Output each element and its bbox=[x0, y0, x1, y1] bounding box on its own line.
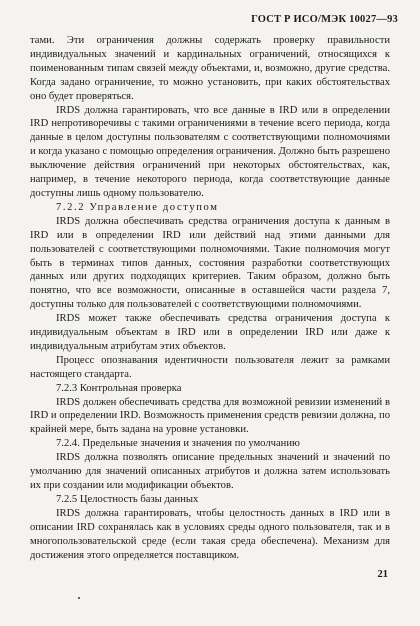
section-heading-defaults: 7.2.4. Предельные значения и значения по умолчанию bbox=[56, 438, 300, 450]
page-number: 21 bbox=[377, 569, 388, 580]
paragraph-constraints-integrity: IRDS должна гарантировать, что все данные в IRD или в определении IRD непротиворечивы с такими ограничениями в течение всего периода, когда данные в целом доступны пользователям с соответствующими полномочиями и когда указано с помощью определения ограничения. Должно быть разрешено выключение действия ограничений при некоторых обстоятельствах, как, например, в течение некоторого периода, когда соответствующие данные доступны лишь одному пользователю. bbox=[30, 104, 390, 199]
scan-speck bbox=[78, 597, 80, 599]
paragraph-continuation: тами. Эти ограничения должны содержать проверку правильности индивидуальных значений и кардинальных ограничений, относящихся к поименованным типам связей между объектами, и, возможно, другие средства. Когда задано ограничение, то можно установить, при каких обстоятельствах оно будет проверяться. bbox=[30, 35, 390, 102]
section-heading-access-control: 7.2.2 Управление доступом bbox=[56, 201, 219, 213]
section-heading-database-integrity: 7.2.5 Целостность базы данных bbox=[56, 493, 199, 505]
paragraph-audit: IRDS должен обеспечивать средства для возможной ревизии изменений в IRD и определении IRD. Возможность применения средств ревизии должна, по крайней мере, быть задана на уровне установки. bbox=[30, 396, 390, 436]
paragraph-defaults: IRDS должна позволять описание предельных значений и значений по умолчанию для значений описанных атрибутов и должна затем использовать их при создании или модификации объектов. bbox=[30, 452, 390, 491]
paragraph-database-integrity: IRDS должна гарантировать, чтобы целостность данных в IRD или в описании IRD сохранялась как в условиях среды одного пользователя, так и в многопользовательской среде (если такая среда обеспечена). Механизм для достижения этого определяется поставщиком. bbox=[30, 507, 390, 561]
paragraph-object-access: IRDS может также обеспечивать средства ограничения доступа к индивидуальным объектам в IRD или в определении IRD или даже к индивидуальным атрибутам этих объектов. bbox=[30, 313, 390, 352]
document-body bbox=[30, 34, 390, 562]
standard-header: ГОСТ Р ИСО/МЭК 10027—93 bbox=[251, 14, 398, 25]
paragraph-identity-process: Процесс опознавания идентичности пользователя лежит за рамками настоящего стандарта. bbox=[30, 354, 390, 380]
paragraph-access-control: IRDS должна обеспечивать средства ограничения доступа к данным в IRD или в определении IRD или действий над этими данными для пользователей с соответствующими полномочиями. Такие полномочия могут быть в терминах типов данных, состояния разработки соответствующих данных или других подходящих критериев. Таким образом, должно быть понятно, что все возможности, описанные в оставшейся части раздела 7, доступны только для пользователей с соответствующими полномочиями. bbox=[30, 215, 390, 311]
section-heading-audit: 7.2.3 Контрольная проверка bbox=[56, 382, 182, 394]
